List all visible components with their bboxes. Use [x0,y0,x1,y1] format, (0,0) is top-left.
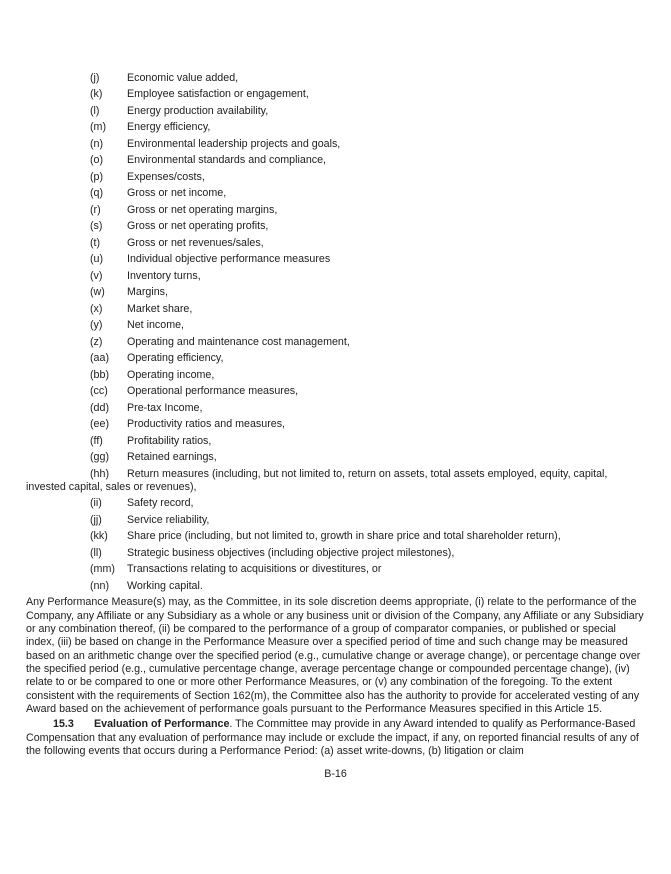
list-item-label: (r) [90,203,101,216]
list-item [26,303,645,316]
list-item-label: (s) [90,220,103,233]
list-item-label: (nn) [90,579,110,592]
list-item [26,220,645,233]
list-item-label: (l) [90,104,100,117]
list-item-text: Operating income, [127,368,215,381]
list-item-text: Net income, [127,319,185,332]
list-item [26,105,645,118]
list-item-label: (aa) [90,352,110,365]
list-item-label: (q) [90,187,104,200]
list-item-label: (m) [90,121,107,134]
list-item-text: Gross or net income, [127,187,227,200]
list-item-text: Energy production availability, [127,104,269,117]
list-item-label: (dd) [90,401,110,414]
list-item [26,580,645,593]
list-item-label: (mm) [90,563,115,576]
list-item [26,369,645,382]
list-item-text: Expenses/costs, [127,170,205,183]
list-item-label: (j) [90,72,100,84]
list-item [26,530,645,543]
list-item-text: Operational performance measures, [127,385,299,398]
list-item [26,547,645,560]
list-item-text: Profitability ratios, [127,434,212,447]
list-item [26,336,645,349]
list-item-text: Productivity ratios and measures, [127,418,286,431]
list-item [26,451,645,464]
list-item-text: Environmental standards and compliance, [127,154,327,167]
list-item-label: (x) [90,302,103,315]
list-item-text: Employee satisfaction or engagement, [127,88,309,101]
list-item [26,237,645,250]
list-item-label: (t) [90,236,101,249]
list-item-label: (v) [90,269,103,282]
list-item-label: (ff) [90,434,103,447]
list-item [26,435,645,448]
list-item-label: (p) [90,170,104,183]
performance-measures-list [26,72,645,593]
list-item-label: (hh) [90,467,110,480]
paragraph-performance-measure-rules: Any Performance Measure(s) may, as the Committee, in its sole discretion deems appropriate, (i) relate to the performance of the Company, any Affiliate or any Subsidiary as a whole or any business unit or division of the Company, any Affiliate or any Subsidiary or any combination thereof, (ii) be compared to the performance of a group of comparator companies, or published or special index, (iii) be based on change in the Performance Measure over a specified period of time and such change may be measured based on an arithmetic change over the specified period (e.g., cumulative change or average change), or percentage change over the specified period (e.g., cumulative percentage change, average percentage change or compounded percentage change), (iv) relate to or be compared to one or more other Performance Measures, or (v) any combination of the foregoing. To the extent consistent with the requirements of Section 162(m), the Committee also has the authority to provide for accelerated vesting of any Award based on the achievement of performance goals pursuant to the Performance Measures specified in this Article 15. [26,596,644,716]
list-item-label: (u) [90,253,104,266]
list-item [26,88,645,101]
list-item-text: Operating and maintenance cost management, [127,335,350,348]
list-item-label: (z) [90,335,103,348]
list-item [26,121,645,134]
list-item-label: (n) [90,137,104,150]
list-item-text: Individual objective performance measures [127,253,331,266]
list-item-label: (ii) [90,497,102,510]
list-item-text: Return measures (including, but not limited to, return on assets, total assets employed, equity, capital, invested capital, sales or revenues), [26,467,608,493]
list-item-text: Economic value added, [127,72,239,84]
list-item [26,468,645,495]
list-item [26,514,645,527]
list-item-text: Retained earnings, [127,451,217,464]
list-item-label: (jj) [90,513,102,526]
list-item-label: (ee) [90,418,110,431]
list-item [26,154,645,167]
list-item-text: Transactions relating to acquisitions or divestitures, or [127,563,382,576]
paragraph-section-15-3 [26,718,645,758]
list-item-label: (ll) [90,546,102,559]
list-item [26,497,645,510]
list-item-label: (o) [90,154,104,167]
list-item-text: Share price (including, but not limited to, growth in share price and total shareholder return), [127,530,561,543]
page-number: B-16 [324,768,347,781]
list-item-text: Energy efficiency, [127,121,211,134]
list-item-label: (w) [90,286,105,299]
list-item [26,286,645,299]
list-item-label: (cc) [90,385,108,398]
list-item-text: Inventory turns, [127,269,201,282]
section-number: 15.3 [53,718,74,731]
list-item-text: Environmental leadership projects and goals, [127,137,341,150]
list-item [26,204,645,217]
list-item-label: (bb) [90,368,110,381]
list-item-text: Safety record, [127,497,194,510]
list-item [26,418,645,431]
list-item-label: (kk) [90,530,108,543]
list-item-text: Gross or net operating profits, [127,220,269,233]
list-item-label: (gg) [90,451,110,464]
list-item-text: Margins, [127,286,168,299]
list-item [26,385,645,398]
list-item [26,563,645,576]
list-item-text: Strategic business objectives (including objective project milestones), [127,546,455,559]
list-item-text: Working capital. [127,579,203,592]
list-item [26,319,645,332]
list-item-text: Operating efficiency, [127,352,224,365]
list-item-text: Pre-tax Income, [127,401,203,414]
list-item-label: (y) [90,319,103,332]
section-title: Evaluation of Performance [94,718,230,731]
list-item [26,138,645,151]
list-item [26,253,645,266]
list-item [26,171,645,184]
list-item-text: Gross or net revenues/sales, [127,236,264,249]
list-item-label: (k) [90,88,103,101]
list-item-text: Gross or net operating margins, [127,203,278,216]
section-body: . The Committee may provide in any Award intended to qualify as Performance-Based Compensation that any evaluation of performance may include or exclude the impact, if any, on reported financial results of any of the following events that occurs during a Performance Period: (a) asset write-downs, (b) litigation or claim [26,718,639,758]
list-item [26,270,645,283]
list-item-text: Service reliability, [127,513,210,526]
list-item [26,187,645,200]
list-item [26,402,645,415]
list-item [26,72,645,85]
list-item-text: Market share, [127,302,193,315]
list-item [26,352,645,365]
